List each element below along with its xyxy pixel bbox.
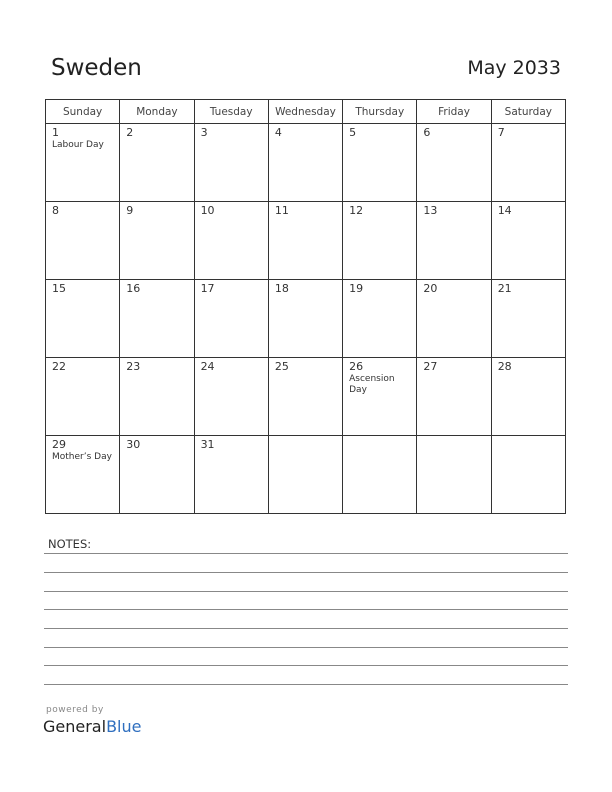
weekday-monday: Monday bbox=[120, 100, 194, 124]
logo-blue-text: Blue bbox=[106, 717, 142, 736]
notes-line bbox=[44, 684, 568, 685]
day-cell bbox=[120, 358, 194, 436]
weekday-sunday: Sunday bbox=[46, 100, 120, 124]
day-number: 12 bbox=[349, 204, 364, 217]
notes-line bbox=[44, 665, 568, 666]
day-number: 18 bbox=[274, 282, 289, 295]
day-cell bbox=[417, 124, 491, 202]
day-number: 27 bbox=[423, 360, 438, 373]
day-number: 8 bbox=[52, 204, 59, 217]
day-number: 26 bbox=[349, 360, 364, 373]
day-number: 13 bbox=[423, 204, 438, 217]
week-row bbox=[46, 436, 566, 514]
weekday-saturday: Saturday bbox=[491, 100, 565, 124]
day-number: 17 bbox=[200, 282, 215, 295]
day-cell bbox=[194, 280, 268, 358]
day-number: 4 bbox=[274, 126, 282, 139]
holiday-label: Ascension Day bbox=[349, 374, 395, 395]
calendar-grid bbox=[45, 99, 566, 514]
day-cell bbox=[194, 436, 268, 514]
powered-by-text: powered by bbox=[46, 705, 104, 715]
day-number: 16 bbox=[126, 282, 141, 295]
holiday-label: Mother’s Day bbox=[52, 452, 112, 462]
day-cell-empty bbox=[491, 436, 565, 514]
generalblue-logo bbox=[43, 717, 141, 736]
weekday-friday: Friday bbox=[417, 100, 491, 124]
day-number: 15 bbox=[52, 282, 66, 295]
day-number: 14 bbox=[497, 204, 512, 217]
notes-line bbox=[44, 591, 568, 592]
day-number: 25 bbox=[274, 360, 289, 373]
day-number: 22 bbox=[52, 360, 66, 373]
day-cell bbox=[343, 202, 417, 280]
logo-general-text: General bbox=[43, 717, 107, 736]
day-cell bbox=[194, 358, 268, 436]
notes-label: NOTES: bbox=[48, 537, 92, 551]
day-number: 31 bbox=[200, 438, 215, 451]
country-title: Sweden bbox=[51, 55, 142, 81]
holiday-label: Labour Day bbox=[52, 140, 104, 150]
day-cell bbox=[46, 436, 120, 514]
day-number: 5 bbox=[349, 126, 357, 139]
weekday-tuesday: Tuesday bbox=[194, 100, 268, 124]
day-number: 29 bbox=[52, 438, 66, 451]
day-cell bbox=[46, 280, 120, 358]
day-number: 24 bbox=[200, 360, 215, 373]
week-row bbox=[46, 280, 566, 358]
day-number: 9 bbox=[126, 204, 134, 217]
day-number: 30 bbox=[126, 438, 141, 451]
day-number: 2 bbox=[126, 126, 134, 139]
notes-line bbox=[44, 628, 568, 629]
week-row bbox=[46, 124, 566, 202]
day-cell bbox=[268, 280, 342, 358]
weekday-wednesday: Wednesday bbox=[268, 100, 342, 124]
notes-line bbox=[44, 647, 568, 648]
week-row bbox=[46, 358, 566, 436]
day-cell-empty bbox=[268, 436, 342, 514]
weekday-thursday: Thursday bbox=[343, 100, 417, 124]
notes-line bbox=[44, 553, 568, 554]
day-number: 1 bbox=[52, 126, 59, 139]
day-cell bbox=[46, 124, 120, 202]
day-number: 21 bbox=[497, 282, 512, 295]
day-number: 20 bbox=[423, 282, 438, 295]
notes-line bbox=[44, 572, 568, 573]
day-cell bbox=[491, 358, 565, 436]
day-number: 11 bbox=[274, 204, 289, 217]
notes-line bbox=[44, 609, 568, 610]
day-cell-empty bbox=[343, 436, 417, 514]
day-cell bbox=[120, 280, 194, 358]
month-year-title: May 2033 bbox=[467, 57, 561, 79]
day-cell bbox=[343, 124, 417, 202]
day-cell bbox=[120, 202, 194, 280]
day-cell bbox=[46, 358, 120, 436]
day-cell bbox=[120, 124, 194, 202]
day-number: 7 bbox=[497, 126, 505, 139]
day-number: 28 bbox=[497, 360, 512, 373]
day-cell bbox=[46, 202, 120, 280]
day-cell bbox=[417, 358, 491, 436]
day-number: 19 bbox=[349, 282, 364, 295]
day-cell bbox=[120, 436, 194, 514]
weekday-header-row bbox=[46, 100, 566, 124]
day-cell bbox=[343, 280, 417, 358]
day-number: 10 bbox=[200, 204, 215, 217]
day-cell bbox=[491, 202, 565, 280]
week-row bbox=[46, 202, 566, 280]
day-cell bbox=[194, 124, 268, 202]
day-cell-empty bbox=[417, 436, 491, 514]
day-number: 23 bbox=[126, 360, 141, 373]
day-cell bbox=[268, 202, 342, 280]
day-number: 3 bbox=[200, 126, 208, 139]
day-number: 6 bbox=[423, 126, 431, 139]
day-cell bbox=[268, 124, 342, 202]
day-cell bbox=[417, 202, 491, 280]
day-cell bbox=[343, 358, 417, 436]
day-cell bbox=[194, 202, 268, 280]
day-cell bbox=[491, 280, 565, 358]
day-cell bbox=[491, 124, 565, 202]
day-cell bbox=[417, 280, 491, 358]
day-cell bbox=[268, 358, 342, 436]
